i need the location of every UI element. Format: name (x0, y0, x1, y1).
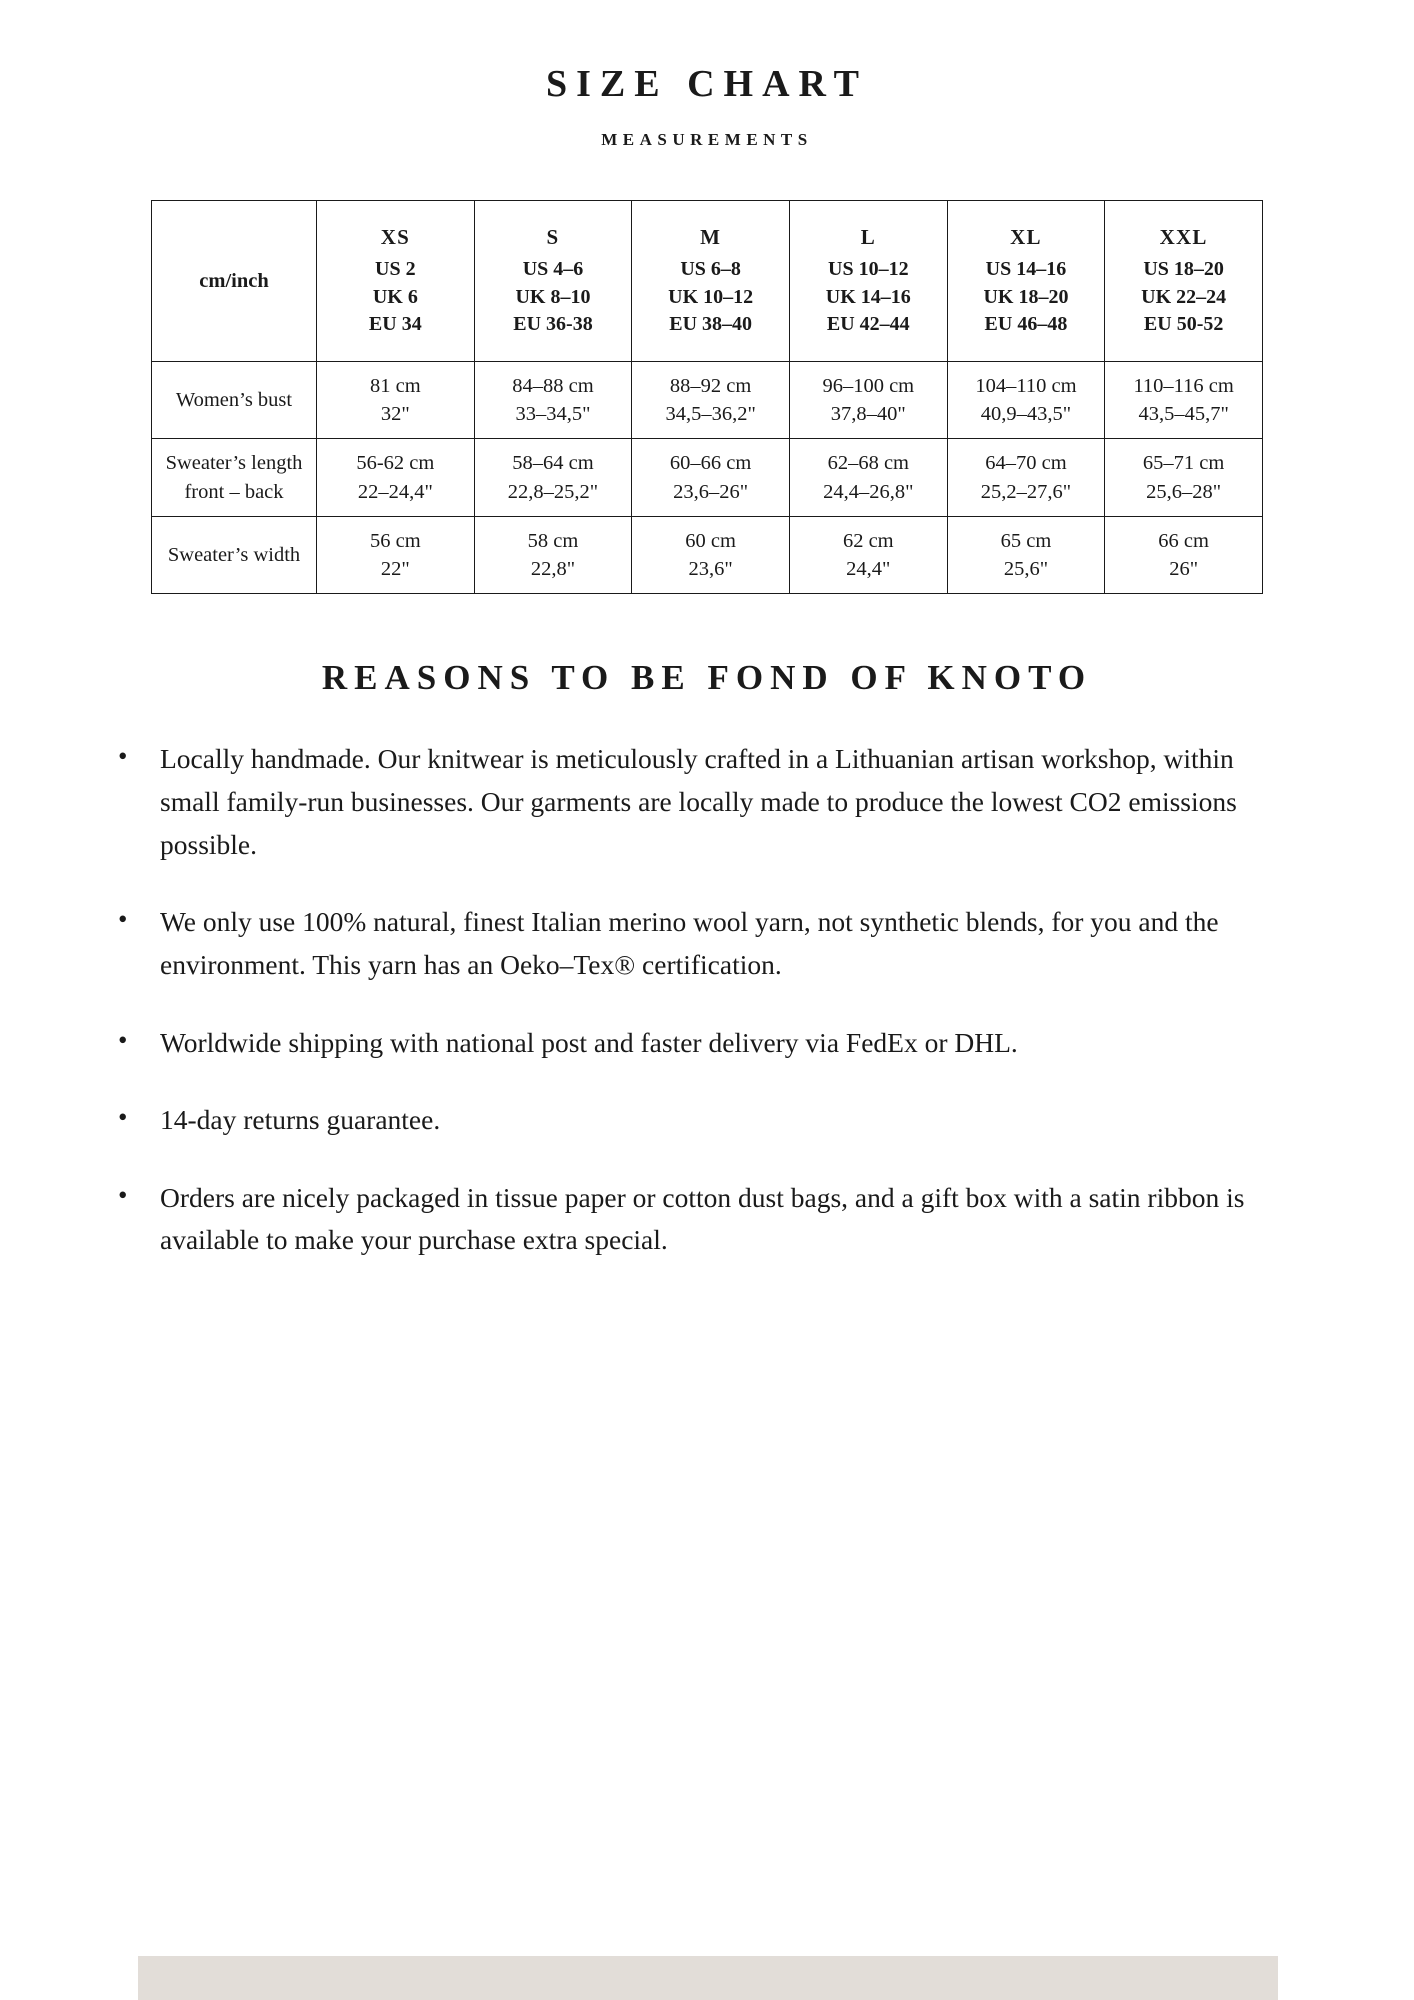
column-us-label: US 4–6 (522, 257, 584, 280)
column-size-label: XS (380, 225, 410, 249)
list-item-text: Worldwide shipping with national post and faster delivery via FedEx or DHL. (160, 1026, 1018, 1058)
bottom-band (138, 1956, 1278, 2000)
column-uk-label: UK 22–24 (1141, 285, 1227, 308)
table-column-header-s (474, 201, 632, 362)
table-cell (789, 361, 947, 439)
cell-cm: 81 cm (369, 374, 421, 397)
table-cell (1105, 439, 1263, 517)
list-item (118, 1177, 1290, 1262)
cell-inch: 22,8" (530, 558, 576, 581)
table-row (152, 516, 1263, 594)
cell-inch: 43,5–45,7" (1138, 403, 1229, 426)
table-cell (789, 516, 947, 594)
reasons-list (0, 738, 1414, 1262)
cell-inch: 23,6" (688, 558, 733, 581)
table-column-header-xs (317, 201, 475, 362)
table-row (152, 361, 1263, 439)
table-header-row (152, 201, 1263, 362)
cell-cm: 60 cm (685, 529, 736, 552)
bullet-icon: • (118, 1179, 128, 1210)
cell-cm: 65–71 cm (1142, 452, 1225, 475)
table-cell (317, 516, 475, 594)
column-uk-label: UK 14–16 (825, 285, 911, 308)
column-size-label: S (546, 225, 560, 249)
cell-inch: 34,5–36,2" (665, 403, 756, 426)
table-column-header-l (789, 201, 947, 362)
cell-inch: 24,4" (846, 558, 891, 581)
table-cell (632, 439, 790, 517)
list-item (118, 1022, 1290, 1065)
table-row (152, 439, 1263, 517)
column-us-label: US 10–12 (828, 257, 909, 280)
cell-inch: 33–34,5" (515, 403, 591, 426)
table-column-header-xxl (1105, 201, 1263, 362)
table-cell (474, 439, 632, 517)
list-item (118, 738, 1290, 866)
reasons-title: REASONS TO BE FOND OF KNOTO (321, 658, 1093, 698)
list-item-text: Locally handmade. Our knitwear is meticulously crafted in a Lithuanian artisan workshop, within small family-run businesses. Our garments are locally made to produce the lowest CO2 emissions possible. (160, 743, 1237, 860)
table-cell (632, 361, 790, 439)
column-uk-label: UK 8–10 (515, 285, 591, 308)
cell-cm: 110–116 cm (1133, 374, 1234, 397)
cell-inch: 24,4–26,8" (823, 480, 914, 503)
cell-inch: 22,8–25,2" (507, 480, 599, 503)
column-size-label: M (700, 225, 722, 249)
cell-cm: 56 cm (369, 529, 421, 552)
cell-inch: 40,9–43,5" (980, 403, 1072, 426)
cell-inch: 26" (1169, 558, 1199, 581)
column-eu-label: EU 38–40 (669, 313, 753, 336)
page-subtitle: MEASUREMENTS (601, 130, 813, 149)
column-eu-label: EU 46–48 (984, 313, 1068, 336)
column-uk-label: UK 18–20 (983, 285, 1069, 308)
table-cell (474, 516, 632, 594)
table-cell (317, 439, 475, 517)
size-chart-table-wrapper (151, 200, 1263, 594)
list-item (118, 901, 1290, 986)
bullet-icon: • (118, 904, 128, 935)
column-us-label: US 2 (375, 257, 416, 280)
cell-cm: 66 cm (1158, 529, 1209, 552)
list-item-text: 14-day returns guarantee. (160, 1104, 441, 1136)
column-eu-label: EU 36-38 (513, 313, 593, 336)
bullet-icon: • (118, 741, 128, 772)
column-size-label: XXL (1159, 225, 1208, 249)
table-cell (947, 439, 1105, 517)
column-us-label: US 14–16 (985, 257, 1067, 280)
table-header (152, 201, 1263, 362)
list-item-text: Orders are nicely packaged in tissue paper or cotton dust bags, and a gift box with a satin ribbon is available to make your purchase extra special. (160, 1181, 1245, 1256)
bullet-icon: • (118, 1024, 128, 1055)
table-corner-label: cm/inch (152, 201, 317, 362)
column-size-label: L (860, 225, 876, 249)
table-body (152, 361, 1263, 594)
cell-cm: 58–64 cm (512, 452, 594, 475)
cell-cm: 58 cm (527, 529, 579, 552)
table-column-header-m (632, 201, 790, 362)
column-eu-label: EU 42–44 (826, 313, 910, 336)
bullet-icon: • (118, 1102, 128, 1133)
column-eu-label: EU 50-52 (1143, 313, 1224, 336)
table-column-header-xl (947, 201, 1105, 362)
cell-cm: 56-62 cm (356, 452, 435, 475)
page-title: SIZE CHART (545, 63, 868, 105)
table-cell (947, 516, 1105, 594)
cell-cm: 60–66 cm (669, 452, 752, 475)
list-item (118, 1099, 1290, 1142)
cell-cm: 65 cm (1000, 529, 1052, 552)
table-cell (947, 361, 1105, 439)
column-us-label: US 6–8 (680, 257, 741, 280)
cell-cm: 62–68 cm (827, 452, 909, 475)
table-cell (1105, 361, 1263, 439)
cell-inch: 25,6–28" (1146, 480, 1222, 503)
table-cell (789, 439, 947, 517)
cell-inch: 37,8–40" (830, 403, 906, 426)
cell-inch: 22" (380, 558, 410, 581)
column-uk-label: UK 6 (372, 285, 418, 308)
cell-cm: 84–88 cm (512, 374, 594, 397)
cell-cm: 104–110 cm (975, 374, 1077, 397)
size-chart-table (151, 200, 1263, 594)
cell-cm: 62 cm (842, 529, 894, 552)
cell-cm: 96–100 cm (822, 374, 915, 397)
column-eu-label: EU 34 (368, 313, 422, 336)
cell-inch: 23,6–26" (673, 480, 749, 503)
column-uk-label: UK 10–12 (668, 285, 754, 308)
cell-inch: 32" (380, 403, 410, 426)
column-us-label: US 18–20 (1143, 257, 1224, 280)
cell-inch: 22–24,4" (357, 480, 433, 503)
table-cell (474, 361, 632, 439)
row-label-sweaters-width: Sweater’s width (152, 516, 317, 594)
table-cell (317, 361, 475, 439)
list-item-text: We only use 100% natural, finest Italian merino wool yarn, not synthetic blends, for you and the environment. This yarn has an Oeko–Tex® certification. (160, 906, 1219, 980)
column-size-label: XL (1010, 225, 1042, 249)
cell-inch: 25,6" (1003, 558, 1049, 581)
cell-inch: 25,2–27,6" (980, 480, 1072, 503)
table-cell (632, 516, 790, 594)
table-cell (1105, 516, 1263, 594)
cell-cm: 64–70 cm (985, 452, 1067, 475)
cell-cm: 88–92 cm (669, 374, 752, 397)
row-label-womens-bust: Women’s bust (152, 361, 317, 439)
row-label-sweaters-length: Sweater’s length front – back (152, 439, 317, 517)
